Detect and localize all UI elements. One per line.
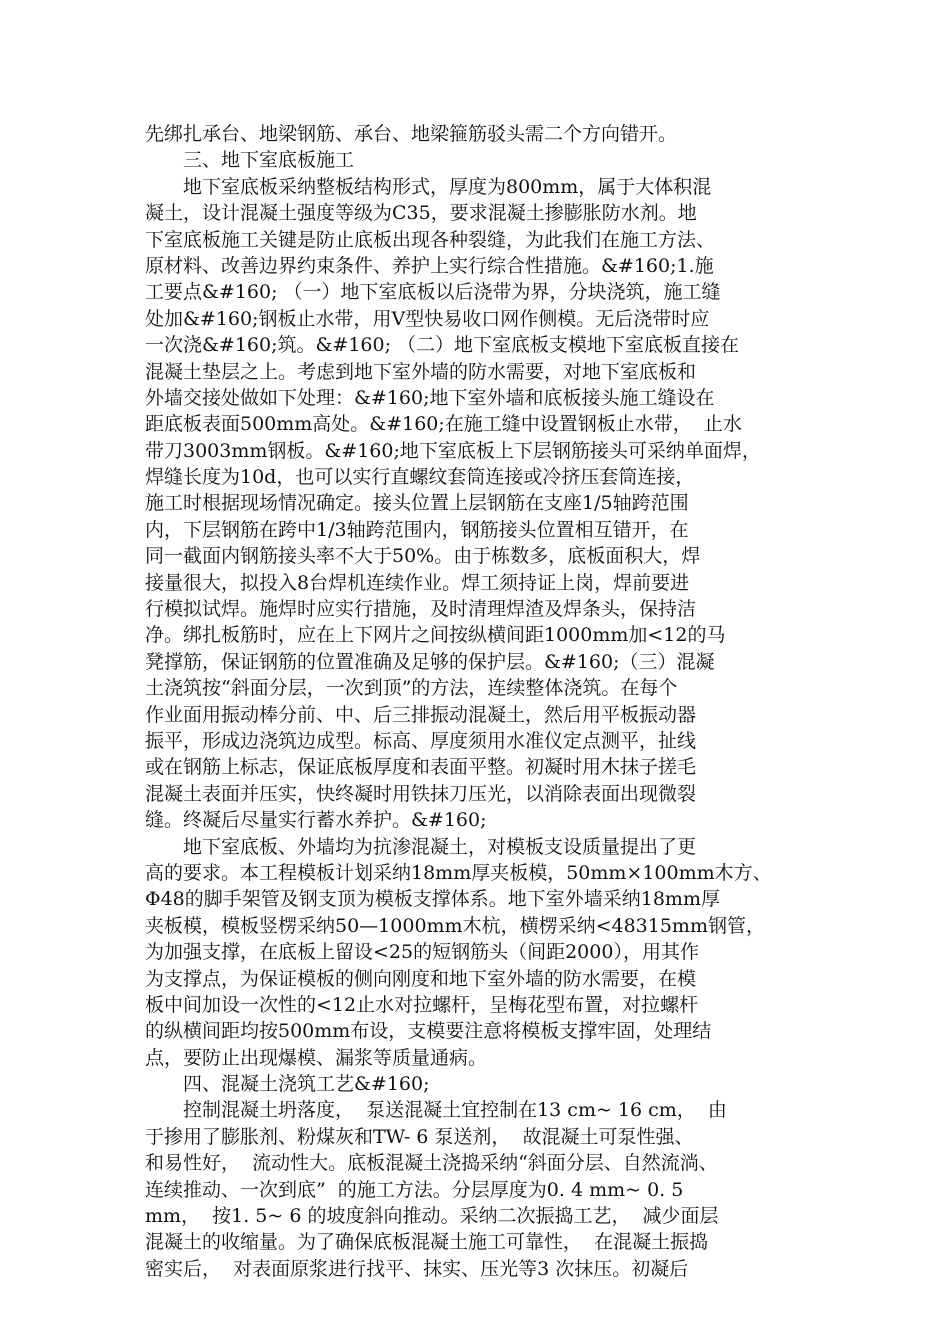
text-line: 混凝土垫层之上。考虑到地下室外墙的防水需要，对地下室底板和	[145, 360, 697, 383]
text-line: 地下室底板采纳整板结构形式，厚度为800mm，属于大体积混	[145, 175, 712, 198]
text-line: 原材料、改善边界约束条件、养护上实行综合性措施。&#160;1.施	[145, 254, 714, 277]
text-line: 混凝土的收缩量。为了确保底板混凝土施工可靠性， 在混凝土振捣	[145, 1231, 709, 1254]
text-line: 土浇筑按“斜面分层，一次到顶”的方法，连续整体浇筑。在每个	[145, 677, 678, 700]
text-line: 凳撑筋，保证钢筋的位置准确及足够的保护层。&#160;（三）混凝	[145, 650, 715, 673]
text-line: mm， 按1. 5~ 6 的坡度斜向推动。采纳二次振捣工艺， 减少面层	[145, 1205, 719, 1228]
text-line: 同一截面内钢筋接头率不大于50%。由于栋数多，底板面积大，焊	[145, 545, 701, 568]
text-line: 带刀3003mm钢板。&#160;地下室底板上下层钢筋接头可采纳单面焊，	[145, 439, 761, 462]
text-line: 作业面用振动棒分前、中、后三排振动混凝土，然后用平板振动器	[145, 703, 697, 726]
text-line: 振平，形成边浇筑边成型。标高、厚度须用水准仪定点测平，扯线	[145, 729, 697, 752]
text-line: 下室底板施工关键是防止底板出现各种裂缝，为此我们在施工方法、	[145, 228, 716, 251]
text-line: 内，下层钢筋在跨中1/3轴跨范围内，钢筋接头位置相互错开，在	[145, 518, 689, 541]
text-line: 四、混凝土浇筑工艺&#160;	[145, 1073, 430, 1096]
text-line: 凝土，设计混凝土强度等级为C35，要求混凝土掺膨胀防水剂。地	[145, 202, 697, 225]
text-line: 外墙交接处做如下处理：&#160;地下室外墙和底板接头施工缝设在	[145, 386, 715, 409]
text-line: 和易性好， 流动性大。底板混凝土浇捣采纳“斜面分层、自然流淌、	[145, 1152, 718, 1175]
text-line: 施工时根据现场情况确定。接头位置上层钢筋在支座1/5轴跨范围	[145, 492, 689, 515]
text-line: 处加&#160;钢板止水带，用V型快易收口网作侧模。无后浇带时应	[145, 307, 710, 330]
text-line: 先绑扎承台、地梁钢筋、承台、地梁箍筋驳头需二个方向错开。	[145, 123, 678, 145]
text-line: 净。绑扎板筋时，应在上下网片之间按纵横间距1000mm加<12的马	[145, 624, 726, 647]
text-line: 为支撑点，为保证模板的侧向刚度和地下室外墙的防水需要，在模	[145, 967, 697, 990]
text-line: 工要点&#160; （一）地下室底板以后浇带为界，分块浇筑，施工缝	[145, 281, 721, 304]
text-line: 点，要防止出现爆模、漏浆等质量通病。	[145, 1046, 488, 1069]
text-line: 地下室底板、外墙均为抗渗混凝土，对模板支设质量提出了更	[145, 835, 697, 858]
text-line: 缝。终凝后尽量实行蓄水养护。&#160;	[145, 809, 487, 832]
text-line: 三、地下室底板施工	[145, 149, 355, 172]
text-line: 距底板表面500mm高处。&#160;在施工缝中设置钢板止水带， 止水	[145, 413, 742, 436]
text-line: 板中间加设一次性的<12止水对拉螺杆，呈梅花型布置，对拉螺杆	[145, 993, 699, 1016]
text-line: 为加强支撑，在底板上留设<25的短钢筋头（间距2000），用其作	[145, 941, 699, 964]
text-line: 控制混凝土坍落度， 泵送混凝土宜控制在13 cm~ 16 cm， 由	[145, 1099, 727, 1122]
text-line: 一次浇&#160;筑。&#160; （二）地下室底板支模地下室底板直接在	[145, 334, 740, 357]
text-line: 的纵横间距均按500mm布设，支模要注意将模板支撑牢固，处理结	[145, 1020, 712, 1043]
text-line: 高的要求。本工程模板计划采纳18mm厚夹板模，50mm×100mm木方、	[145, 861, 772, 884]
text-line: Φ48的脚手架管及钢支顶为模板支撑体系。地下室外墙采纳18mm厚	[145, 888, 720, 911]
text-line: 于掺用了膨胀剂、粉煤灰和TW- 6 泵送剂， 故混凝土可泵性强、	[145, 1125, 694, 1148]
text-line: 密实后， 对表面原浆进行找平、抹实、压光等3 次抹压。初凝后	[145, 1257, 689, 1280]
text-line: 夹板模，模板竖楞采纳50—1000mm木杭，横楞采纳<48315mm钢管，	[145, 914, 765, 937]
text-line: 行模拟试焊。施焊时应实行措施，及时清理焊渣及焊条头，保持洁	[145, 598, 697, 621]
document-body-text	[145, 121, 815, 1282]
text-line: 或在钢筋上标志，保证底板厚度和表面平整。初凝时用木抹子搓毛	[145, 756, 697, 779]
text-line: 焊缝长度为10d，也可以实行直螺纹套筒连接或冷挤压套筒连接，	[145, 466, 695, 489]
text-line: 接量很大，拟投入8台焊机连续作业。焊工须持证上岗，焊前要进	[145, 571, 690, 594]
text-line: 混凝土表面并压实，快终凝时用铁抹刀压光，以消除表面出现微裂	[145, 782, 697, 805]
text-line: 连续推动、一次到底” 的施工方法。分层厚度为0. 4 mm~ 0. 5	[145, 1178, 684, 1201]
